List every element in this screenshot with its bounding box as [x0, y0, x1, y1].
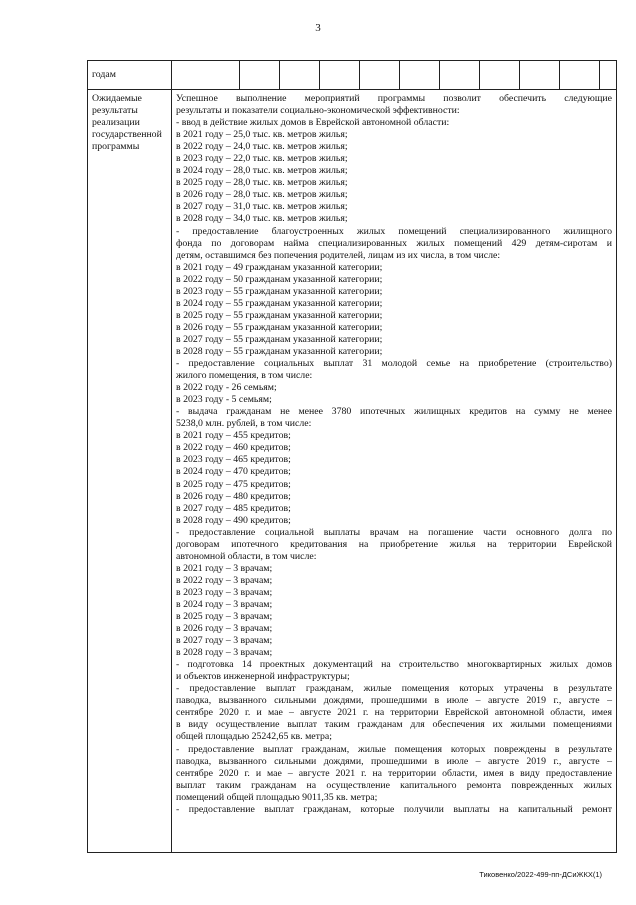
text-line: в 2022 году – 3 врачам; — [176, 574, 273, 586]
text-line: договорам ипотечного кредитования на приобретение жилья на территории Еврейской — [176, 538, 612, 550]
table-cell-empty — [400, 61, 440, 90]
text-line: в 2023 году - 5 семьям; — [176, 394, 272, 406]
text-line: в 2024 году – 55 гражданам указанной категории; — [176, 297, 383, 309]
text-line: в 2021 году – 25,0 тыс. кв. метров жилья; — [176, 129, 348, 141]
text-line: - предоставление выплат гражданам, жилые помещения которых утрачены в результате — [176, 683, 612, 695]
table-cell-empty — [240, 61, 280, 90]
text-line: в 2024 году – 470 кредитов; — [176, 466, 291, 478]
text-line: фонда по договорам найма специализированных жилых помещений 429 детям-сиротам и — [176, 237, 612, 249]
text-line: в 2028 году – 3 врачам; — [176, 647, 273, 659]
table-cell-empty — [172, 61, 240, 90]
text-line: - подготовка 14 проектных документаций на строительство многоквартирных жилых домов — [176, 659, 612, 671]
row-label-years: годам — [88, 61, 172, 90]
table-cell-empty — [360, 61, 400, 90]
text-line: паводка, вызванного сильными дождями, прошедшими в июле – августе 2019 г., августе – — [176, 695, 612, 707]
text-line: жилого помещения, в том числе: — [176, 370, 313, 382]
text-line: в 2026 году – 28,0 тыс. кв. метров жилья; — [176, 189, 348, 201]
text-line: общей площадью 25242,65 кв. метра; — [176, 731, 332, 743]
text-line: в 2025 году – 3 врачам; — [176, 611, 273, 623]
text-line: результаты и показатели социально-экономической эффективности: — [176, 105, 460, 117]
text-line: - предоставление выплат гражданам, которые получили выплаты на капитальный ремонт — [176, 803, 612, 815]
text-line: в 2022 году – 50 гражданам указанной категории; — [176, 273, 383, 285]
row-label-expected-results — [88, 90, 172, 853]
text-line: и объектов инженерной инфраструктуры; — [176, 671, 350, 683]
text-line: - ввод в действие жилых домов в Еврейской автономной области: — [176, 117, 450, 129]
text-line: в 2022 году – 24,0 тыс. кв. метров жилья; — [176, 141, 348, 153]
text-line: в 2022 году - 26 семьям; — [176, 382, 277, 394]
text-line: сентябре 2020 г. и мае – августе 2021 г. на территории области, имея в виду предоставление — [176, 767, 612, 779]
text-line: в 2021 году – 3 врачам; — [176, 562, 273, 574]
table-cell-empty — [560, 61, 600, 90]
text-line: в 2023 году – 55 гражданам указанной категории; — [176, 285, 383, 297]
text-line: в 2026 году – 3 врачам; — [176, 623, 273, 635]
table-cell-empty — [600, 61, 617, 90]
row-label-line: государственной — [92, 129, 162, 141]
text-line: в 2026 году – 480 кредитов; — [176, 490, 291, 502]
table-cell-empty — [480, 61, 520, 90]
table-cell-empty — [320, 61, 360, 90]
table-cell-empty — [520, 61, 560, 90]
text-line: в 2028 году – 34,0 тыс. кв. метров жилья; — [176, 213, 348, 225]
table-cell-empty — [280, 61, 320, 90]
text-line: паводка, вызванного сильными дождями, прошедшими в июле – августе 2019 г., августе – — [176, 755, 612, 767]
row-label-line: программы — [92, 141, 140, 153]
document-footer-id: Тиковенко/2022-499-пп-ДСиЖКХ(1) — [479, 870, 602, 879]
text-line: в 2028 году – 490 кредитов; — [176, 514, 291, 526]
text-line: 5238,0 млн. рублей, в том числе: — [176, 418, 312, 430]
expected-results-text — [172, 90, 617, 853]
text-line: в 2024 году – 28,0 тыс. кв. метров жилья; — [176, 165, 348, 177]
text-line: в 2023 году – 3 врачам; — [176, 586, 273, 598]
text-line: помещений общей площадью 9011,35 кв. метра; — [176, 791, 378, 803]
text-line: - предоставление социальных выплат 31 молодой семье на приобретение (строительство) — [176, 358, 612, 370]
text-line: в 2025 году – 475 кредитов; — [176, 478, 291, 490]
text-line: в 2027 году – 31,0 тыс. кв. метров жилья; — [176, 201, 348, 213]
text-line: автономной области, в том числе: — [176, 550, 317, 562]
text-line: детям, оставшимся без попечения родителей, лицам из их числа, в том числе: — [176, 249, 501, 261]
table-row-years — [88, 61, 617, 90]
text-line: в 2023 году – 22,0 тыс. кв. метров жилья; — [176, 153, 348, 165]
text-line: выплат таким гражданам на осуществление капитального ремонта поврежденных жилых — [176, 779, 612, 791]
text-line: в 2027 году – 3 врачам; — [176, 635, 273, 647]
text-line: - предоставление благоустроенных жилых помещений специализированного жилищного — [176, 225, 612, 237]
page-number: 3 — [315, 22, 321, 34]
text-line: в 2025 году – 55 гражданам указанной категории; — [176, 309, 383, 321]
row-label-line: результаты — [92, 105, 138, 117]
text-line: в 2027 году – 485 кредитов; — [176, 502, 291, 514]
text-line: в 2021 году – 455 кредитов; — [176, 430, 291, 442]
table-cell-empty — [440, 61, 480, 90]
text-line: - предоставление выплат гражданам, жилые помещения которых повреждены в результате — [176, 743, 612, 755]
row-label-line: Ожидаемые — [92, 93, 142, 104]
text-line: в 2021 году – 49 гражданам указанной категории; — [176, 261, 383, 273]
text-line: в 2024 году – 3 врачам; — [176, 598, 273, 610]
program-passport-table — [87, 60, 617, 853]
text-line: - предоставление социальной выплаты врачам на погашение части основного долга по — [176, 526, 612, 538]
text-line: - выдача гражданам не менее 3780 ипотечных жилищных кредитов на сумму не менее — [176, 406, 612, 418]
text-line: в 2028 году – 55 гражданам указанной категории; — [176, 345, 383, 357]
text-line: в 2022 году – 460 кредитов; — [176, 442, 291, 454]
text-line: Успешное выполнение мероприятий программы позволит обеспечить следующие — [176, 93, 612, 104]
text-line: в 2025 году – 28,0 тыс. кв. метров жилья; — [176, 177, 348, 189]
text-line: сентябре 2020 г. и мае – августе 2021 г. на территории Еврейской автономной области, имея — [176, 707, 612, 719]
table-row-expected-results — [88, 90, 617, 853]
text-line: в виду осуществление выплат таким гражданам для обеспечения их жилыми помещениями — [176, 719, 612, 731]
text-line: в 2023 году – 465 кредитов; — [176, 454, 291, 466]
row-label-line: реализации — [92, 117, 140, 129]
text-line: в 2027 году – 55 гражданам указанной категории; — [176, 333, 383, 345]
text-line: в 2026 году – 55 гражданам указанной категории; — [176, 321, 383, 333]
